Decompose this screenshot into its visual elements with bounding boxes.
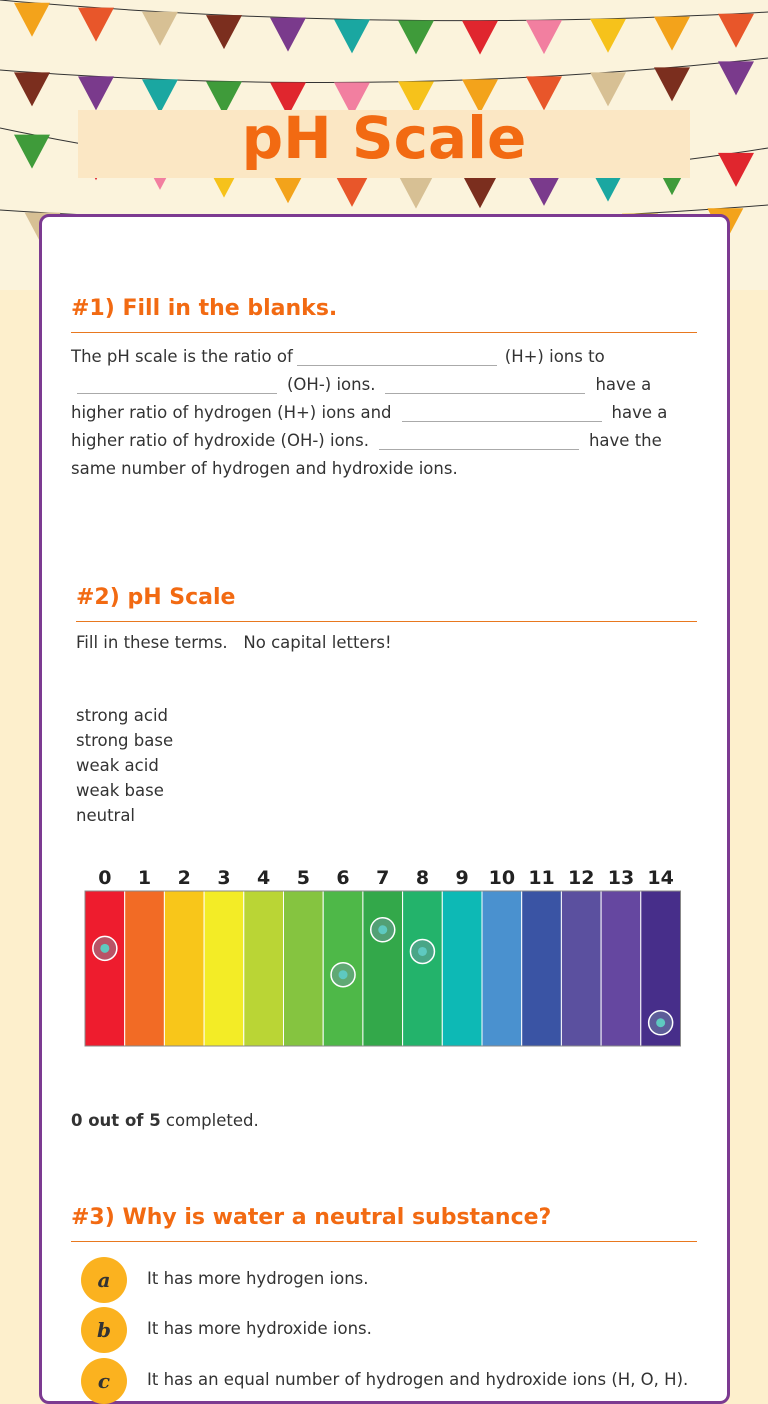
bunting-string (0, 0, 768, 21)
pennant-flag (334, 19, 370, 53)
blank-input-2[interactable] (77, 374, 277, 394)
pennant-flag (654, 67, 690, 101)
section-3-heading: #3) Why is water a neutral substance? (71, 1205, 552, 1230)
pennant-flag (718, 61, 754, 95)
drop-target-dot (378, 925, 387, 934)
sentence-part: have the same number of hydrogen and hydroxide ions. (71, 431, 662, 478)
ph-number-label: 5 (296, 867, 310, 889)
ph-color-band (85, 891, 125, 1046)
term-list (76, 703, 173, 828)
blank-input-5[interactable] (379, 430, 579, 450)
pennant-flag (14, 72, 50, 106)
option-letter-badge: b (81, 1307, 127, 1353)
page-title: pH Scale (241, 104, 527, 172)
ph-color-band (125, 891, 165, 1046)
option-letter-badge: c (81, 1358, 127, 1404)
pennant-flag (654, 17, 690, 51)
term-item: weak base (76, 781, 164, 800)
ph-color-band (164, 891, 204, 1046)
bunting-string (0, 58, 768, 83)
pennant-flag (590, 72, 626, 106)
blank-input-1[interactable] (297, 346, 497, 366)
ph-color-band (403, 891, 443, 1046)
ph-number-label: 14 (647, 867, 674, 889)
sentence-part: have a higher ratio of hydroxide (OH-) ions. (71, 403, 668, 450)
ph-color-band (561, 891, 601, 1046)
sentence-part: (OH-) ions. (287, 375, 376, 394)
term-item: strong base (76, 731, 174, 750)
instructions: Fill in these terms. No capital letters! (76, 633, 392, 652)
ph-color-band (482, 891, 522, 1046)
pennant-flag (462, 174, 498, 208)
drop-target-dot (656, 1018, 665, 1027)
sentence-part: have a higher ratio of hydrogen (H+) ions and (71, 375, 652, 422)
option-letter-badge: a (81, 1257, 127, 1303)
drop-target-ph-6[interactable] (331, 963, 355, 987)
ph-color-band (442, 891, 482, 1046)
ph-number-label: 0 (98, 867, 112, 889)
section-3-divider (71, 1241, 697, 1242)
answer-option-a[interactable] (81, 1257, 701, 1303)
pennant-flag (78, 8, 114, 42)
drop-target-dot (339, 970, 348, 979)
term-item: neutral (76, 806, 136, 825)
pennant-flag (14, 3, 50, 37)
ph-number-label: 9 (455, 867, 469, 889)
section-1-divider (71, 332, 697, 333)
option-text: It has an equal number of hydrogen and hydroxide ions (H, O, H). (147, 1370, 689, 1389)
ph-number-label: 13 (607, 867, 635, 889)
ph-number-label: 12 (568, 867, 595, 889)
drop-target-ph-7[interactable] (371, 918, 395, 942)
progress-status (71, 1111, 259, 1130)
fill-in-paragraph (71, 343, 701, 483)
ph-number-label: 4 (257, 867, 271, 889)
pennant-flag (462, 21, 498, 55)
term-item: weak acid (76, 756, 159, 775)
ph-number-label: 7 (376, 867, 390, 889)
ph-color-band (204, 891, 244, 1046)
pennant-flag (270, 18, 306, 52)
blank-input-3[interactable] (385, 374, 585, 394)
section-1-heading: #1) Fill in the blanks. (71, 296, 338, 321)
answer-option-c[interactable] (81, 1358, 701, 1404)
ph-number-label: 3 (217, 867, 231, 889)
answer-option-b[interactable] (81, 1307, 701, 1353)
sentence-part: (H+) ions to (504, 347, 605, 366)
option-text: It has more hydrogen ions. (147, 1269, 369, 1288)
drop-target-ph-8[interactable] (410, 939, 434, 963)
pennant-flag (718, 14, 754, 48)
ph-number-label: 10 (488, 867, 516, 889)
ph-scale-diagram (80, 862, 688, 1052)
ph-color-band (244, 891, 284, 1046)
ph-color-band (522, 891, 562, 1046)
ph-number-label: 2 (177, 867, 191, 889)
term-item: strong acid (76, 706, 168, 725)
pennant-flag (398, 20, 434, 54)
ph-color-band (601, 891, 641, 1046)
pennant-flag (142, 12, 178, 46)
pennant-flag (14, 135, 50, 169)
pennant-flag (334, 173, 370, 207)
pennant-flag (718, 153, 754, 187)
pennant-flag (590, 19, 626, 53)
pennant-flag (526, 20, 562, 54)
drop-target-dot (418, 947, 427, 956)
section-2-heading: #2) pH Scale (76, 585, 236, 610)
ph-number-label: 11 (528, 867, 555, 889)
ph-color-band (284, 891, 324, 1046)
pennant-flag (206, 15, 242, 49)
progress-suffix: completed. (160, 1111, 259, 1130)
option-text: It has more hydroxide ions. (147, 1319, 372, 1338)
ph-color-band (363, 891, 403, 1046)
blank-input-4[interactable] (402, 402, 602, 422)
sentence-part: The pH scale is the ratio of (71, 347, 293, 366)
pennant-flag (398, 175, 434, 209)
ph-number-label: 8 (415, 867, 430, 889)
drop-target-ph-14[interactable] (649, 1011, 673, 1035)
drop-target-ph-0[interactable] (93, 936, 117, 960)
ph-number-label: 1 (137, 867, 152, 889)
section-2-divider (76, 621, 697, 622)
ph-number-label: 6 (336, 867, 350, 889)
drop-target-dot (100, 944, 109, 953)
progress-count: 0 out of 5 (71, 1111, 161, 1130)
